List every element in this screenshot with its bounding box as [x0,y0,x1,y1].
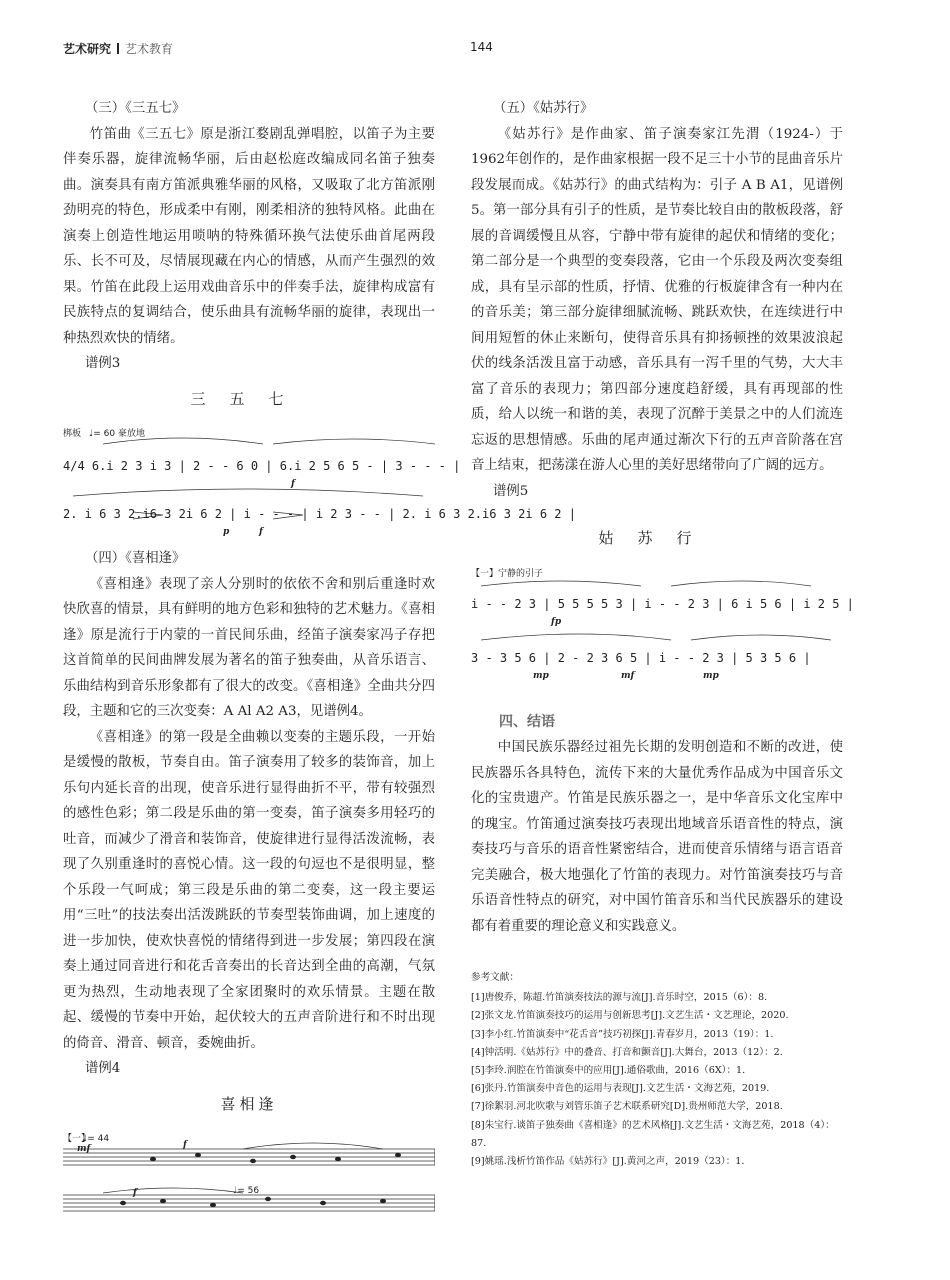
example-4-tempo-1: ♩= 44 [83,1134,110,1144]
conclusion-paragraph: 中国民族乐器经过祖先长期的发明创造和不断的改进，使民族器乐各具特色，流传下来的大量优秀作品成为中国音乐文化的宝贵遗产。竹笛是民族乐器之一，是中华音乐文化宝库中的瑰宝。竹笛通过演奏技巧表现出地域音乐语音性的特点，演奏技巧与音乐的语音性紧密结合，进而使音乐情绪与语言语音完美融合，极大地强化了竹笛的表现力。对竹笛演奏技巧与音乐语音性特点的研究，对中国竹笛音乐和当代民族器乐的建设都有着重要的理论意义和实践意义。 [471,740,843,934]
example-5-score [471,564,854,681]
example-3-dynamic-f2: f [259,527,263,537]
example-3-label: 谱例3 [85,356,121,371]
example-3-line-1: 4/4 6.i 2 3 i 3 | 2 - - 6 0 | 6.i 2 5 6 5 - | 3 - - - | [63,459,461,473]
example-4-dynamic-f: f [183,1140,187,1150]
example-5-section: 【一】宁静的引子 [471,568,544,579]
example-5-title: 姑苏行 [598,529,716,547]
example-4-label: 谱例4 [85,1061,121,1076]
reference-item: [2]张文龙.竹笛演奏技巧的运用与创新思考[J].文艺生活・文艺理论，2020. [471,1010,789,1022]
page-number: 144 [470,40,493,54]
reference-item: [7]徐絮羽.河北吹歌与刘管乐笛子艺术联系研究[D].贵州师范大学，2018. [471,1101,783,1113]
reference-item: [4]钟活明.《姑苏行》中的叠音、打音和颤音[J].大舞台，2013（12）：2. [471,1046,783,1058]
reference-item: [9]姚瑶.浅析竹笛作品《姑苏行》[J].黄河之声，2019（23）：1. [471,1156,745,1168]
example-4-dynamic-mf: mf [77,1144,91,1154]
references-title: 参考文献： [471,972,519,983]
reference-item: [6]张丹.竹笛演奏中音色的运用与表现[J].文艺生活・文海艺苑，2019. [471,1083,770,1095]
section-4-paragraph-2: 《喜相逢》的第一段是全曲赖以变奏的主题乐段，一开始是缓慢的散板，节奏自由。笛子演奏用了较多的装饰音，加上乐句内延长音的出现，使音乐进行显得曲折不平，带有较强烈的感性色彩；第二段是乐曲的第一变奏，笛子演奏多用轻巧的吐音，而减少了滑音和装饰音，使旋律进行显得活泼流畅，表现了久别重逢时的喜悦心情。这一段的句逗也不是很明显，整个乐段一气呵成；第三段是乐曲的第二变奏，这一段主要运用“三吐”的技法奏出活泼跳跃的节奏型装饰曲调，加上速度的进一步加快，使欢快喜悦的情绪得到进一步发展；第四段在演奏上通过同音进行和花舌音奏出的长音达到全曲的高潮，气氛更为热烈，生动地表现了全家团聚时的欢乐情景。主题在散起、缓慢的节奏中开始，起伏较大的五声音阶进行和不时出现的倚音、滑音、顿音，委婉曲折。 [63,729,435,1051]
example-4-section: 【一】 [63,1134,91,1144]
example-4-title: 喜相逢 [220,1094,278,1113]
example-3-title: 三五七 [190,389,308,408]
reference-item: [3]李小红.竹笛演奏中“花舌音”技巧初探[J].青春岁月，2013（19）：1. [471,1028,774,1040]
reference-item: [8]朱宝行.谈笛子独奏曲《喜相逢》的艺术风格[J].文艺生活・文海艺苑，2018（4）：87. [471,1119,835,1149]
example-5-dynamic-mp2: mp [703,670,719,681]
example-4-tempo-2: ♩= 56 [233,1186,260,1196]
example-3-dynamic-p: p [223,527,230,537]
running-header [63,40,173,57]
example-5-dynamic-mf: mf [621,670,635,681]
header-divider [117,43,119,54]
example-3-dynamic-f: f [291,479,295,489]
section-5-title: （五）《姑苏行》 [493,101,594,116]
section-5-paragraph: 《姑苏行》是作曲家、笛子演奏家江先渭（1924-）于1962年创作的，是作曲家根据一段不足三十小节的昆曲音乐片段发展而成。《姑苏行》的曲式结构为：引子 A B A1，见谱例5。第一部分具有引子的性质，是节奏比较自由的散板段落，舒展的音调缓慢且从容，宁静中带有旋律的起伏和情绪的变化；第二部分是一个典型的变奏段落，它由一个乐段及两次变奏组成，具有呈示部的性质，抒情、优雅的行板旋律含有一种内在的音乐美；第三部分旋律细腻流畅、跳跃欢快，在连续进行中间用短暂的休止来断句，使得音乐具有抑扬顿挫的效果波浪起伏的线条活泼且富于动感，音乐具有一泻千里的气势，大大丰富了音乐的表现力；第四部分速度趋舒缓，具有再现部的性质，给人以统一和谐的美，表现了沉醉于美景之中的人们流连忘返的思想情感。乐曲的尾声通过渐次下行的五声音阶落在宫音上结束，把荡漾在游人心里的美好思绪带向了广阔的远方。 [471,126,843,473]
example-5-dynamic-mp: mp [533,670,549,681]
section-name: 艺术教育 [125,42,174,56]
example-5-label: 谱例5 [493,483,529,499]
section-4-paragraph-1: 《喜相逢》表现了亲人分别时的依依不舍和别后重逢时欢快欣喜的情景，具有鲜明的地方色彩和独特的艺术魅力。《喜相逢》原是流行于内蒙的一首民间乐曲，经笛子演奏家冯子存把这首简单的民间曲牌发展为著名的笛子独奏曲，从音乐语言、乐曲结构到音乐形象都有了很大的改变。《喜相逢》全曲共分四段，主题和它的三次变奏：A Al A2 A3，见谱例4。 [63,576,435,719]
example-4-dynamic-f2: f [133,1188,137,1198]
example-5-dynamic-fp: fp [551,616,562,627]
reference-item: [1]唐俊乔，陈超.竹笛演奏技法的源与流[J].音乐时空，2015（6）：8. [471,992,768,1004]
example-5-line-2: 3 - 3 5 6 | 2 - 2 3 6 5 | i - - 2 3 | 5 3 5 6 | [471,650,811,665]
section-4-title: （四）《喜相逢》 [85,551,186,566]
example-5-line-1: i - - 2 3 | 5 5 5 5 3 | i - - 2 3 | 6 i 5 6 | i 2 5 | [471,596,854,611]
right-column [471,96,854,1171]
section-3-paragraph: 竹笛曲《三五七》原是浙江婺剧乱弹唱腔，以笛子为主要伴奏乐器，旋律流畅华丽，后由赵松庭改编成同名笛子独奏曲。演奏具有南方笛派典雅华丽的风格，又吸取了北方笛派刚劲明亮的特色，形成柔中有刚，刚柔相济的独特风格。此曲在演奏上创造性地运用唢呐的特殊循环换气法使乐曲首尾两段乐、长不可及，尽情展现藏在内心的情感，从而产生强烈的效果。竹笛在此段上运用戏曲音乐中的伴奏手法，旋律构成富有民族特点的复调结合，使乐曲具有流畅华丽的旋律，表现出一种热烈欢快的情绪。 [63,126,435,346]
example-3-tempo: ♩= 60 豪放地 [89,429,145,439]
references [471,969,843,1171]
reference-item: [5]李玲.润腔在竹笛演奏中的应用[J].通俗歌曲，2016（6X）：1. [471,1065,746,1077]
example-3-instrument: 梆板 [63,429,82,439]
conclusion-heading: 四、结语 [499,713,555,730]
section-3-title: （三）《三五七》 [85,101,186,116]
journal-name: 艺术研究 [63,42,112,56]
example-3-line-2: 2. i 6 3 2.i6 3 2i 6 2 | i - - - | i 2 3 - - | 2. i 6 3 2.i6 3 2i 6 2 | [63,507,576,521]
example-4-staff [63,1129,435,1224]
example-4-score [63,1129,435,1224]
